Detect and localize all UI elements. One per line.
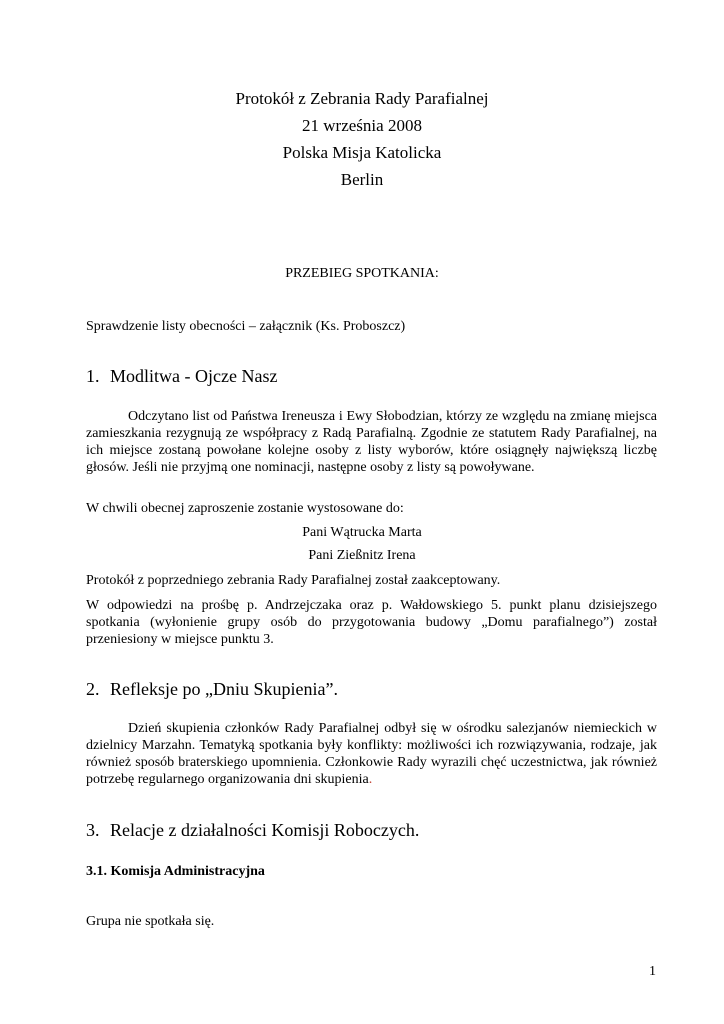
document-header [0, 85, 724, 193]
section-3-title: Relacje z działalności Komisji Roboczych. [110, 820, 420, 840]
section-2-paragraph [86, 720, 657, 788]
agenda-title: PRZEBIEG SPOTKANIA: [285, 266, 439, 281]
section-2-paragraph-text: Dzień skupienia członków Rady Parafialnej odbył się w ośrodku salezjanów niemieckich w dzielnicy Marzahn. Tematyką spotkania były konflikty: możliwości ich rozwiązywania, rodzaje, jak również sposób braterskiego upomnienia. Członkowie Rady wyrazili chęć uczestnictwa, jak również potrzebę regularnego organizowania dni skupienia [86, 721, 657, 787]
invitee-1: Pani Wątrucka Marta [302, 525, 422, 540]
section-1-heading [86, 365, 277, 387]
header-city: Berlin [340, 170, 384, 189]
subsection-3-1-title: 3.1. Komisja Administracyjna [86, 864, 265, 879]
section-2-number: 2. [86, 679, 100, 699]
section-2-paragraph-end: . [368, 772, 373, 787]
section-3-heading [86, 819, 419, 841]
section-1-number: 1. [86, 366, 100, 386]
subsection-3-1-text: Grupa nie spotkała się. [86, 914, 215, 929]
header-date: 21 września 2008 [302, 116, 422, 135]
section-2-heading [86, 678, 338, 700]
invitee-2: Pani Zießnitz Irena [308, 548, 416, 563]
header-title: Protokół z Zebrania Rady Parafialnej [235, 89, 489, 108]
section-1-paragraph: Odczytano list od Państwa Ireneusza i Ewy Słobodzian, którzy ze względu na zmianę miejsca zamieszkania rezygnują ze współpracy z Radą Parafialną. Zgodnie ze statutem Rady Parafialnej, na ich miejsce zostaną powołane kolejne osoby z listy wyborów, które osiągnęły największą liczbę głosów. Jeśli nie przyjmą one nominacji, następne osoby z listy są powoływane. [86, 409, 657, 475]
section-2-title: Refleksje po „Dniu Skupienia”. [110, 679, 338, 699]
section-3-number: 3. [86, 820, 100, 840]
page-number: 1 [649, 964, 656, 979]
protocol-accepted: Protokół z poprzedniego zebrania Rady Parafialnej został zaakceptowany. [86, 573, 501, 588]
section-1-title: Modlitwa - Ojcze Nasz [110, 366, 278, 386]
attendance-line: Sprawdzenie listy obecności – załącznik (Ks. Proboszcz) [86, 319, 406, 334]
request-paragraph: W odpowiedzi na prośbę p. Andrzejczaka oraz p. Wałdowskiego 5. punkt planu dzisiejszego spotkania (wyłonienie grupy osób do przygotowania budowy „Domu parafialnego”) został przeniesiony w miejsce punktu 3. [86, 598, 657, 647]
header-organization: Polska Misja Katolicka [282, 143, 442, 162]
invitation-intro: W chwili obecnej zaproszenie zostanie wystosowane do: [86, 501, 404, 516]
